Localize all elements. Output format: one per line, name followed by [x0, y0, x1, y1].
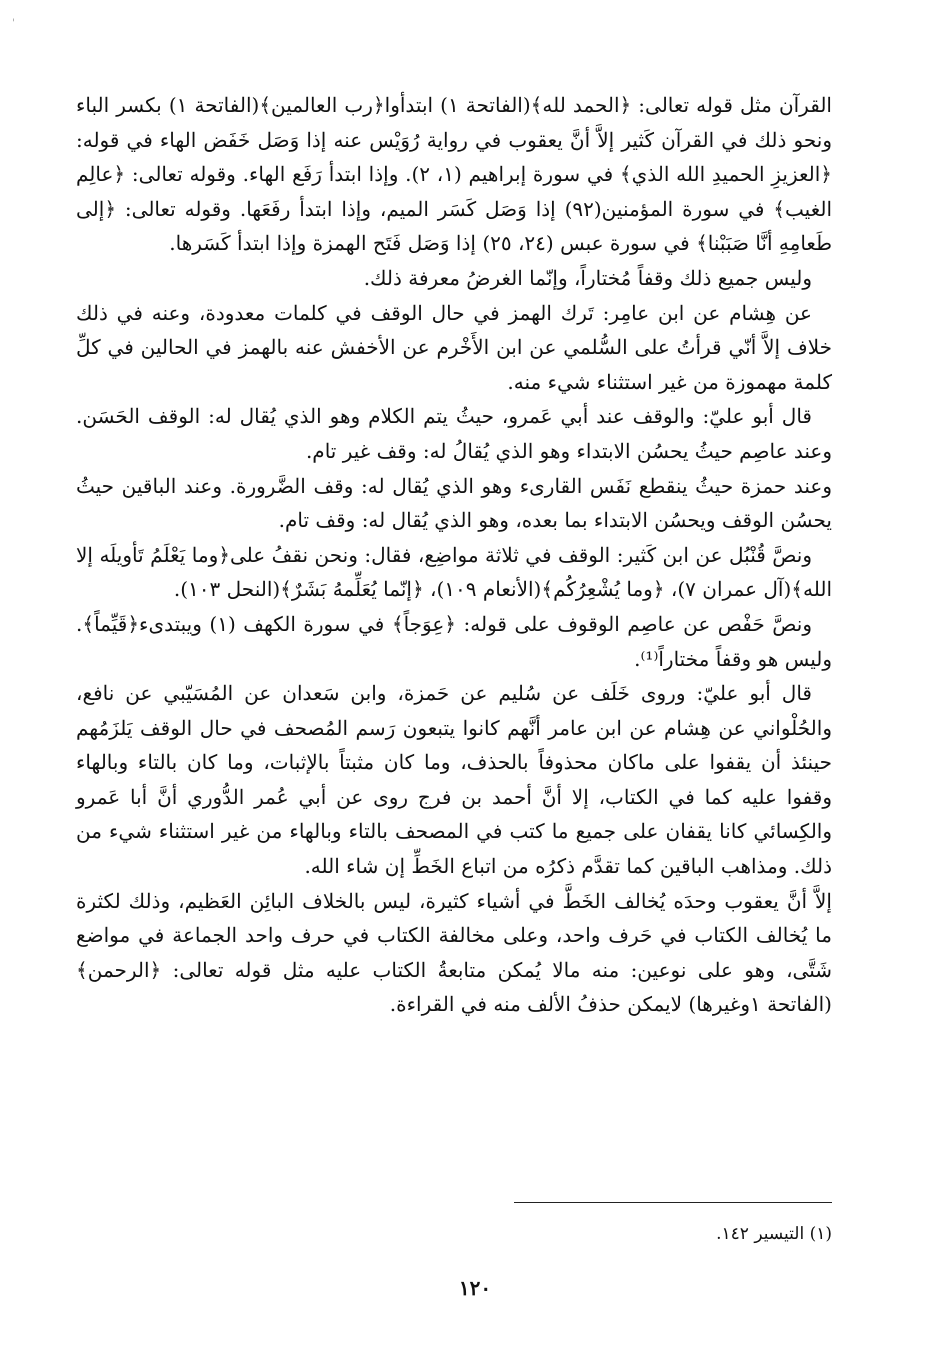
paragraph-3: عن هِشام عن ابن عامِر: تَرك الهمز في حال الوقف في كلمات معدودة، وعنه في ذلك خلاف إلاَّ أنّي قرأتُ على السُّلمي عن ابن الأَخْرم عن الأخفش عنه بالهمز في الحالين في كلِّ كلمة مهموزة من غير استثناء شيء منه. — [76, 300, 832, 394]
paragraph-1: القرآن مثل قوله تعالى: ﴿الحمد لله﴾(الفاتحة ١) ابتدأوا﴿رب العالمين﴾(الفاتحة ١) بكسر الباء ونحو ذلك في القرآن كَثير إلاَّ أنَّ يعقوب في رواية رُوَيْس عنه إذا وَصَل خَفَض الهاء في قوله: ﴿العزيزِ الحميدِ الله الذي﴾ في سورة إبراهيم (١، ٢). وإذا ابتدأ رَفَع الهاء. وقوله تعالى: ﴿عالِم الغيب﴾ في سورة المؤمنين(٩٢) إذا وَصَل كَسَر الميم، وإذا ابتدأ رفَعَها. وقوله تعالى: ﴿إلى طَعامِهِ أنَّا صَبَبْنا﴾ في سورة عبس (٢٤، ٢٥) إذا وَصَل فَتَح الهمزة وإذا ابتدأ كَسَرها. — [76, 93, 833, 256]
paragraph-9: إلاَّ أنَّ يعقوب وحدَه يُخالف الخَطَّ في أشياء كثيرة، ليس بالخلاف البائِن العَظيم، وذلك لكثرة ما يُخالف الكتاب في حَرف واحد، وعلى مخالفة الكتاب في حرف واحد الجماعة في مواضع شَتَّى، وهو على نوعين: منه مالا يُمكن متابعةُ الكتاب عليه مثل قوله تعالى: ﴿الرحمن﴾(الفاتحة ١وغيرها) لايمكن حذفُ الألف منه في القراءة. — [76, 888, 832, 1017]
paragraph-5: وعند حمزة حيثُ ينقطع نَفَس القارىء وهو الذي يُقال له: وقف الضَّرورة. وعند الباقين حيثُ يحسُن الوقف ويحسُن الابتداء بما بعده، وهو الذي يُقال له: وقف تام. — [76, 473, 832, 533]
main-text — [76, 88, 832, 1022]
paragraph-4: قال أبو عليّ: والوقف عند أبي عَمرو، حيثُ يتم الكلام وهو الذي يُقال له: الوقف الحَسَن. وعند عاصِم حيثُ يحسُن الابتداء وهو الذي يُقالُ له: وقف غير تام. — [76, 404, 832, 463]
corner-mark: ' — [12, 18, 15, 29]
footnote: (١) التيسير ١٤٢. — [716, 1224, 832, 1244]
page-number: ١٢٠ — [458, 1276, 492, 1300]
paragraph-8: قال أبو عليّ: وروى خَلَف عن سُليم عن حَمزة، وابن سَعدان عن المُسَيّبي عن نافع، والحُلْواني عن هِشام عن ابن عامر أنَّهم كانوا يتبعون رَسم المُصحف في حال الوقف يَلزَمُهم حينئذ أن يقفوا على ماكان محذوفاً بالحذف، وما كان مثبتاً بالإثبات، وما كان بالتاء وبالهاء وقفوا عليه كما في الكتاب، إلا أنَّ أحمد بن فرج روى عن أبي عُمر الدُّوري أنَّ أبا عَمرو والكِسائي كانا يقفان على جميع ما كتب في المصحف بالتاء وبالهاء من غير استثناء شيء من ذلك. ومذاهب الباقين كما تقدَّم ذكرُه من اتباع الخَطِّ إن شاء الله. — [76, 681, 833, 879]
footnote-divider — [514, 1202, 832, 1203]
paragraph-2: وليس جميع ذلك وقفاً مُختاراً، وإنّما الغرضُ معرفة ذلك. — [363, 265, 812, 290]
paragraph-6: ونصَّ قُنْبُل عن ابن كَثير: الوقف في ثلاثة مواضِع، فقال: ونحن نقفُ على﴿وما يَعْلَمُ تَأويلَه إلا الله﴾(آل عمران ٧)، ﴿وما يُشْعِرُكُم﴾(الأنعام ١٠٩)، ﴿إنّما يُعَلِّمهُ بَشَرٌ﴾(النحل ١٠٣). — [76, 542, 832, 602]
paragraph-7: ونصَّ حَفْص عن عاصِم الوقوف على قوله: ﴿عِوَجاً﴾ في سورة الكهف (١) ويبتدىء﴿قَيِّماً﴾. وليس هو وقفاً مختاراً⁽¹⁾. — [76, 611, 832, 671]
